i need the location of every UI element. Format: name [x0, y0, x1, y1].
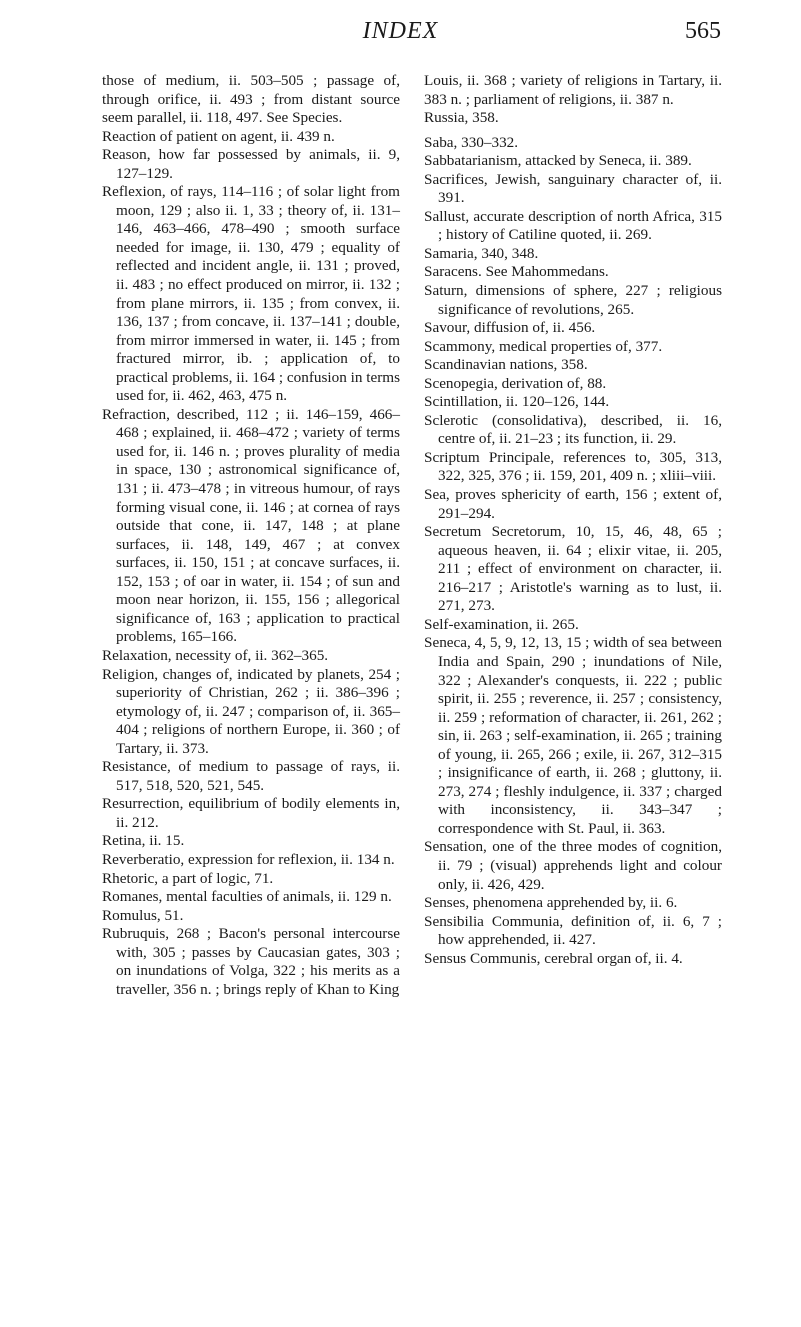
index-entry: Reaction of patient on agent, ii. 439 n.	[102, 127, 335, 145]
index-entry: Rhetoric, a part of logic, 71.	[102, 869, 274, 887]
index-entry: Saba, 330–332.	[424, 133, 519, 151]
index-entry: Savour, diffusion of, ii. 456.	[424, 319, 596, 337]
page-number: 565	[685, 18, 721, 44]
index-entry: Sabbatarianism, attacked by Seneca, ii. 389.	[424, 152, 692, 170]
index-entry: Secretum Secretorum, 10, 15, 46, 48, 65 ; aqueous heaven, ii. 64 ; elixir vitae, ii. 205, 211 ; effect of environment on character, ii. 216–217 ; Aristotle's warning as to lust, ii. 271, 273.	[424, 523, 722, 615]
index-entry: Sclerotic (consolidativa), described, ii. 16, centre of, ii. 21–23 ; its function, ii. 29.	[424, 411, 722, 448]
index-entry: Scammony, medical properties of, 377.	[424, 337, 663, 355]
index-entry: Sensus Communis, cerebral organ of, ii. 4.	[424, 949, 683, 967]
index-entry-continuation: those of medium, ii. 503–505 ; passage of, through orifice, ii. 493 ; from distant source seem parallel, ii. 118, 497. See Species.	[102, 72, 400, 127]
running-title: INDEX	[362, 18, 439, 44]
index-entry: Saracens. See Mahommedans.	[424, 263, 609, 281]
index-entry: Scenopegia, derivation of, 88.	[424, 374, 607, 392]
index-entry: Sea, proves sphericity of earth, 156 ; extent of, 291–294.	[424, 486, 722, 522]
index-entry: Samaria, 340, 348.	[424, 244, 539, 262]
index-entry: Refraction, described, 112 ; ii. 146–159, 466–468 ; explained, ii. 468–472 ; variety of terms used for, ii. 146 n. ; proves plurality of media in space, 130 ; astronomical significance of, 131 ; ii. 473–478 ; in vitreous humour, of rays forming visual cone, ii. 146 ; at cornea of rays outside that cone, ii. 147, 148 ; at plane surfaces, ii. 148, 149, 467 ; at convex surfaces, ii. 150, 151 ; at concave surfaces, ii. 152, 153 ; of oar in water, ii. 154 ; of sun and moon near horizon, ii. 155, 156 ; allegorical significance of, 163 ; application to practical problems, 165–166.	[102, 405, 400, 646]
left-column	[102, 72, 400, 999]
index-entry: Self-examination, ii. 265.	[424, 615, 579, 633]
index-entry: Resistance, of medium to passage of rays, ii. 517, 518, 520, 521, 545.	[102, 758, 400, 794]
index-entry: Scintillation, ii. 120–126, 144.	[424, 393, 610, 411]
index-entry: Sensibilia Communia, definition of, ii. 6, 7 ; how apprehended, ii. 427.	[424, 912, 722, 949]
index-entry: Saturn, dimensions of sphere, 227 ; religious significance of revolutions, 265.	[424, 282, 722, 318]
index-entry: Romulus, 51.	[102, 906, 184, 924]
index-columns	[102, 72, 722, 999]
index-entry: Religion, changes of, indicated by planets, 254 ; superiority of Christian, 262 ; ii. 386–396 ; etymology of, ii. 247 ; comparison of, ii. 365–404 ; religions of northern Europe, ii. 360 ; of Tartary, ii. 373.	[102, 665, 400, 757]
index-entry: Relaxation, necessity of, ii. 362–365.	[102, 646, 329, 664]
index-entry: Reflexion, of rays, 114–116 ; of solar light from moon, 129 ; also ii. 1, 33 ; theory of, ii. 131–146, 463–466, 478–490 ; smooth surface needed for image, ii. 130, 479 ; equality of reflected and incident angle, ii. 131 ; proved, ii. 483 ; no effect produced on mirror, ii. 132 ; from plane mirrors, ii. 135 ; from convex, ii. 136, 137 ; from concave, ii. 137–141 ; double, from mirror immersed in water, ii. 145 ; from fractured mirror, ib. ; application of, to practical problems, ii. 164 ; confusion in terms used for, ii. 462, 463, 475 n.	[102, 183, 400, 405]
index-entry: Reverberatio, expression for reflexion, ii. 134 n.	[102, 850, 395, 868]
right-column	[424, 72, 722, 999]
index-entry: Reason, how far possessed by animals, ii. 9, 127–129.	[102, 146, 400, 182]
index-entry: Scandinavian nations, 358.	[424, 356, 588, 374]
index-entry: Sensation, one of the three modes of cognition, ii. 79 ; (visual) apprehends light and colour only, ii. 426, 429.	[424, 838, 722, 893]
index-entry: Rubruquis, 268 ; Bacon's personal intercourse with, 305 ; passes by Caucasian gates, 303 ; on inundations of Volga, 322 ; his merits as a traveller, 356 n. ; brings reply of Khan to King	[102, 925, 400, 998]
page-header	[0, 18, 801, 62]
index-entry-continuation: Louis, ii. 368 ; variety of religions in Tartary, ii. 383 n. ; parliament of religions, ii. 387 n.	[424, 72, 722, 108]
index-entry: Sacrifices, Jewish, sanguinary character of, ii. 391.	[424, 170, 722, 207]
index-entry: Senses, phenomena apprehended by, ii. 6.	[424, 894, 678, 912]
index-entry: Russia, 358.	[424, 109, 499, 127]
index-entry: Sallust, accurate description of north Africa, 315 ; history of Catiline quoted, ii. 269.	[424, 207, 722, 244]
index-entry: Seneca, 4, 5, 9, 12, 13, 15 ; width of sea between India and Spain, 290 ; inundations of Nile, 322 ; Alexander's conquests, ii. 222 ; public spirit, ii. 255 ; reverence, ii. 257 ; consistency, ii. 259 ; reformation of character, ii. 261, 262 ; sin, ii. 263 ; self-examination, ii. 265 ; training of young, ii. 265, 266 ; exile, ii. 267, 312–315 ; insignificance of earth, ii. 268 ; gluttony, ii. 273, 274 ; fleshly indulgence, ii. 337 ; charged with inconsistency, ii. 343–347 ; correspondence with St. Paul, ii. 363.	[424, 634, 722, 837]
index-entry: Retina, ii. 15.	[102, 832, 185, 850]
index-entry: Scriptum Principale, references to, 305, 313, 322, 325, 376 ; ii. 159, 201, 409 n. ; xliii–viii.	[424, 448, 722, 485]
index-entry: Romanes, mental faculties of animals, ii. 129 n.	[102, 888, 392, 906]
index-entry: Resurrection, equilibrium of bodily elements in, ii. 212.	[102, 795, 400, 831]
